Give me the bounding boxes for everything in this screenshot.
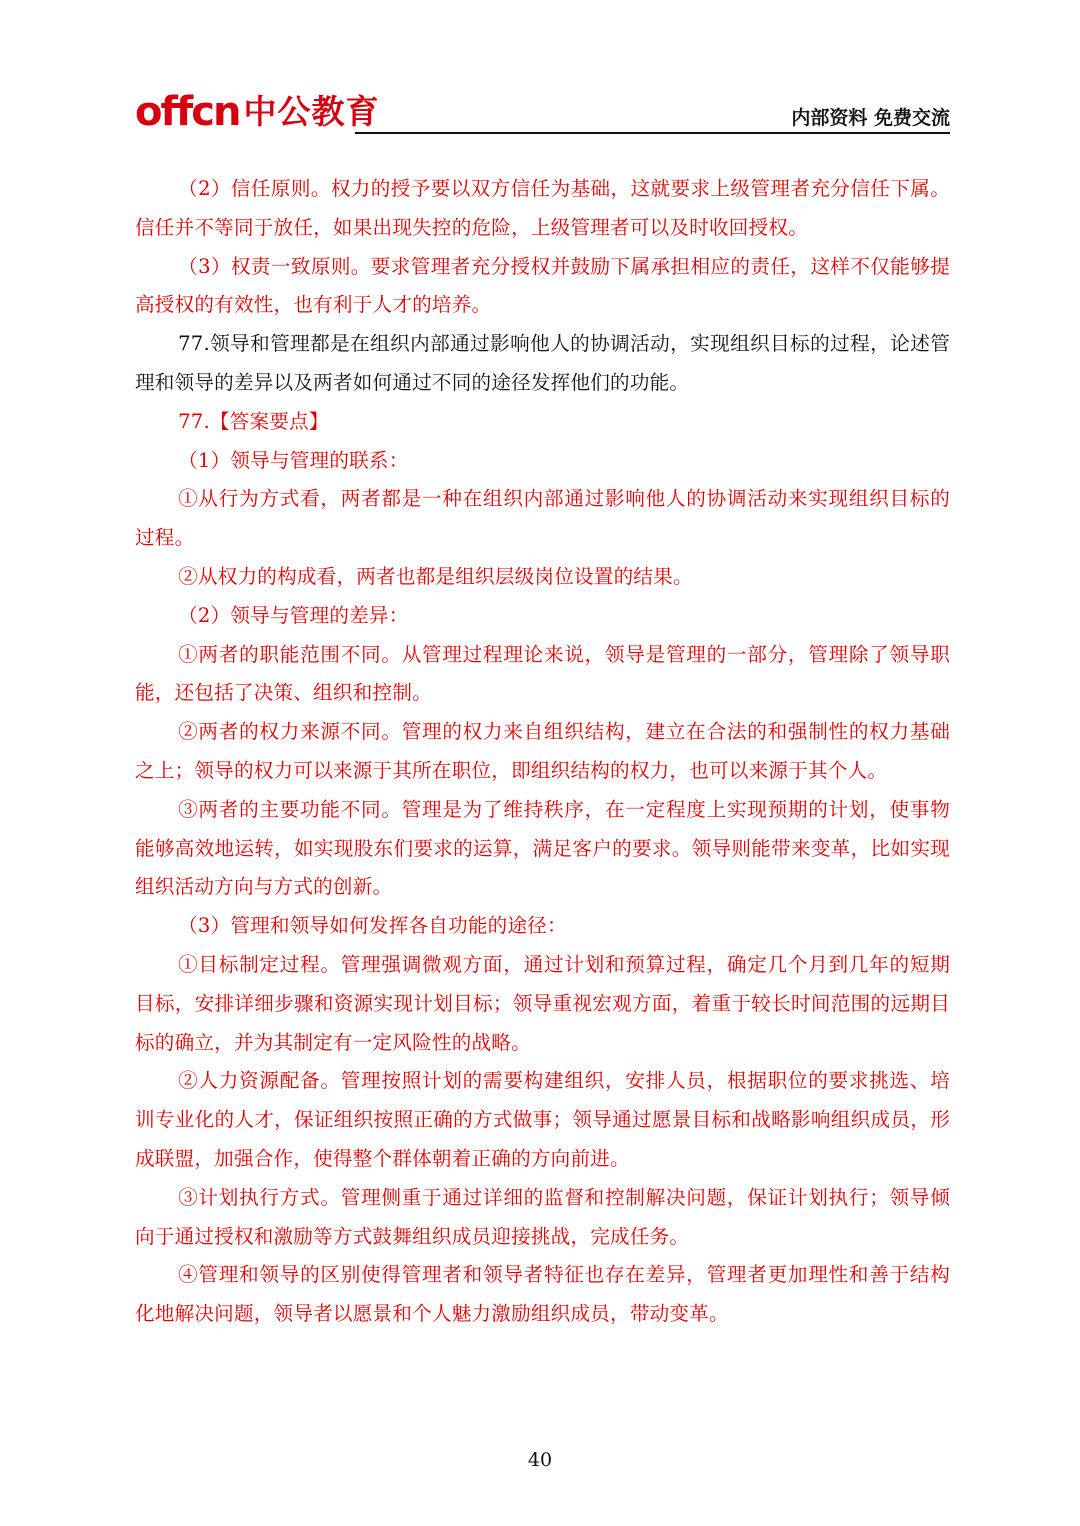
paragraph: （2）信任原则。权力的授予要以双方信任为基础，这就要求上级管理者充分信任下属。信任并不等同于放任，如果出现失控的危险，上级管理者可以及时收回授权。 <box>135 177 950 239</box>
paragraph: ②两者的权力来源不同。管理的权力来自组织结构，建立在合法的和强制性的权力基础之上；领导的权力可以来源于其所在职位，即组织结构的权力，也可以来源于其个人。 <box>135 720 950 782</box>
page-number: 40 <box>527 1449 553 1471</box>
section-heading: （3）管理和领导如何发挥各自功能的途径： <box>178 914 567 938</box>
paragraph: ②人力资源配备。管理按照计划的需要构建组织，安排人员，根据职位的要求挑选、培训专业化的人才，保证组织按照正确的方式做事；领导通过愿景目标和战略影响组织成员，形成联盟，加强合作，使得整个群体朝着正确的方向前进。 <box>135 1069 950 1170</box>
paragraph: ②从权力的构成看，两者也都是组织层级岗位设置的结果。 <box>178 564 693 588</box>
paragraph: ③计划执行方式。管理侧重于通过详细的监督和控制解决问题，保证计划执行；领导倾向于通过授权和激励等方式鼓舞组织成员迎接挑战，完成任务。 <box>135 1185 950 1248</box>
paragraph: ③两者的主要功能不同。管理是为了维持秩序，在一定程度上实现预期的计划，使事物能够高效地运转，如实现股东们要求的运算，满足客户的要求。领导则能带来变革，比如实现组织活动方向与方式的创新。 <box>135 797 950 899</box>
answer-heading: 77.【答案要点】 <box>178 409 329 433</box>
section-heading: （1）领导与管理的联系： <box>178 448 409 472</box>
paragraph: （3）权责一致原则。要求管理者充分授权并鼓励下属承担相应的责任，这样不仅能够提高授权的有效性，也有利于人才的培养。 <box>135 254 950 317</box>
paragraph: ①从行为方式看，两者都是一种在组织内部通过影响他人的协调活动来实现组织目标的过程。 <box>135 487 950 550</box>
section-heading: （2）领导与管理的差异： <box>178 603 409 627</box>
paragraph: ①两者的职能范围不同。从管理过程理论来说，领导是管理的一部分，管理除了领导职能，还包括了决策、组织和控制。 <box>135 642 950 705</box>
paragraph: ④管理和领导的区别使得管理者和领导者特征也存在差异，管理者更加理性和善于结构化地解决问题，领导者以愿景和个人魅力激励组织成员，带动变革。 <box>135 1263 950 1326</box>
logo-text-en: offcn <box>135 89 240 135</box>
offcn-logo <box>135 86 379 134</box>
header-rule <box>355 132 950 134</box>
paragraph: ①目标制定过程。管理强调微观方面，通过计划和预算过程，确定几个月到几年的短期目标，安排详细步骤和资源实现计划目标；领导重视宏观方面，着重于较长时间范围的远期目标的确立，并为其制定有一定风险性的战略。 <box>135 952 950 1054</box>
header-caption: 内部资料 免费交流 <box>791 107 950 129</box>
document-body <box>135 170 950 1334</box>
question-paragraph: 77.领导和管理都是在组织内部通过影响他人的协调活动，实现组织目标的过程，论述管理和领导的差异以及两者如何通过不同的途径发挥他们的功能。 <box>135 332 950 394</box>
logo-text-cn: 中公教育 <box>243 92 380 131</box>
page-header <box>135 86 950 134</box>
